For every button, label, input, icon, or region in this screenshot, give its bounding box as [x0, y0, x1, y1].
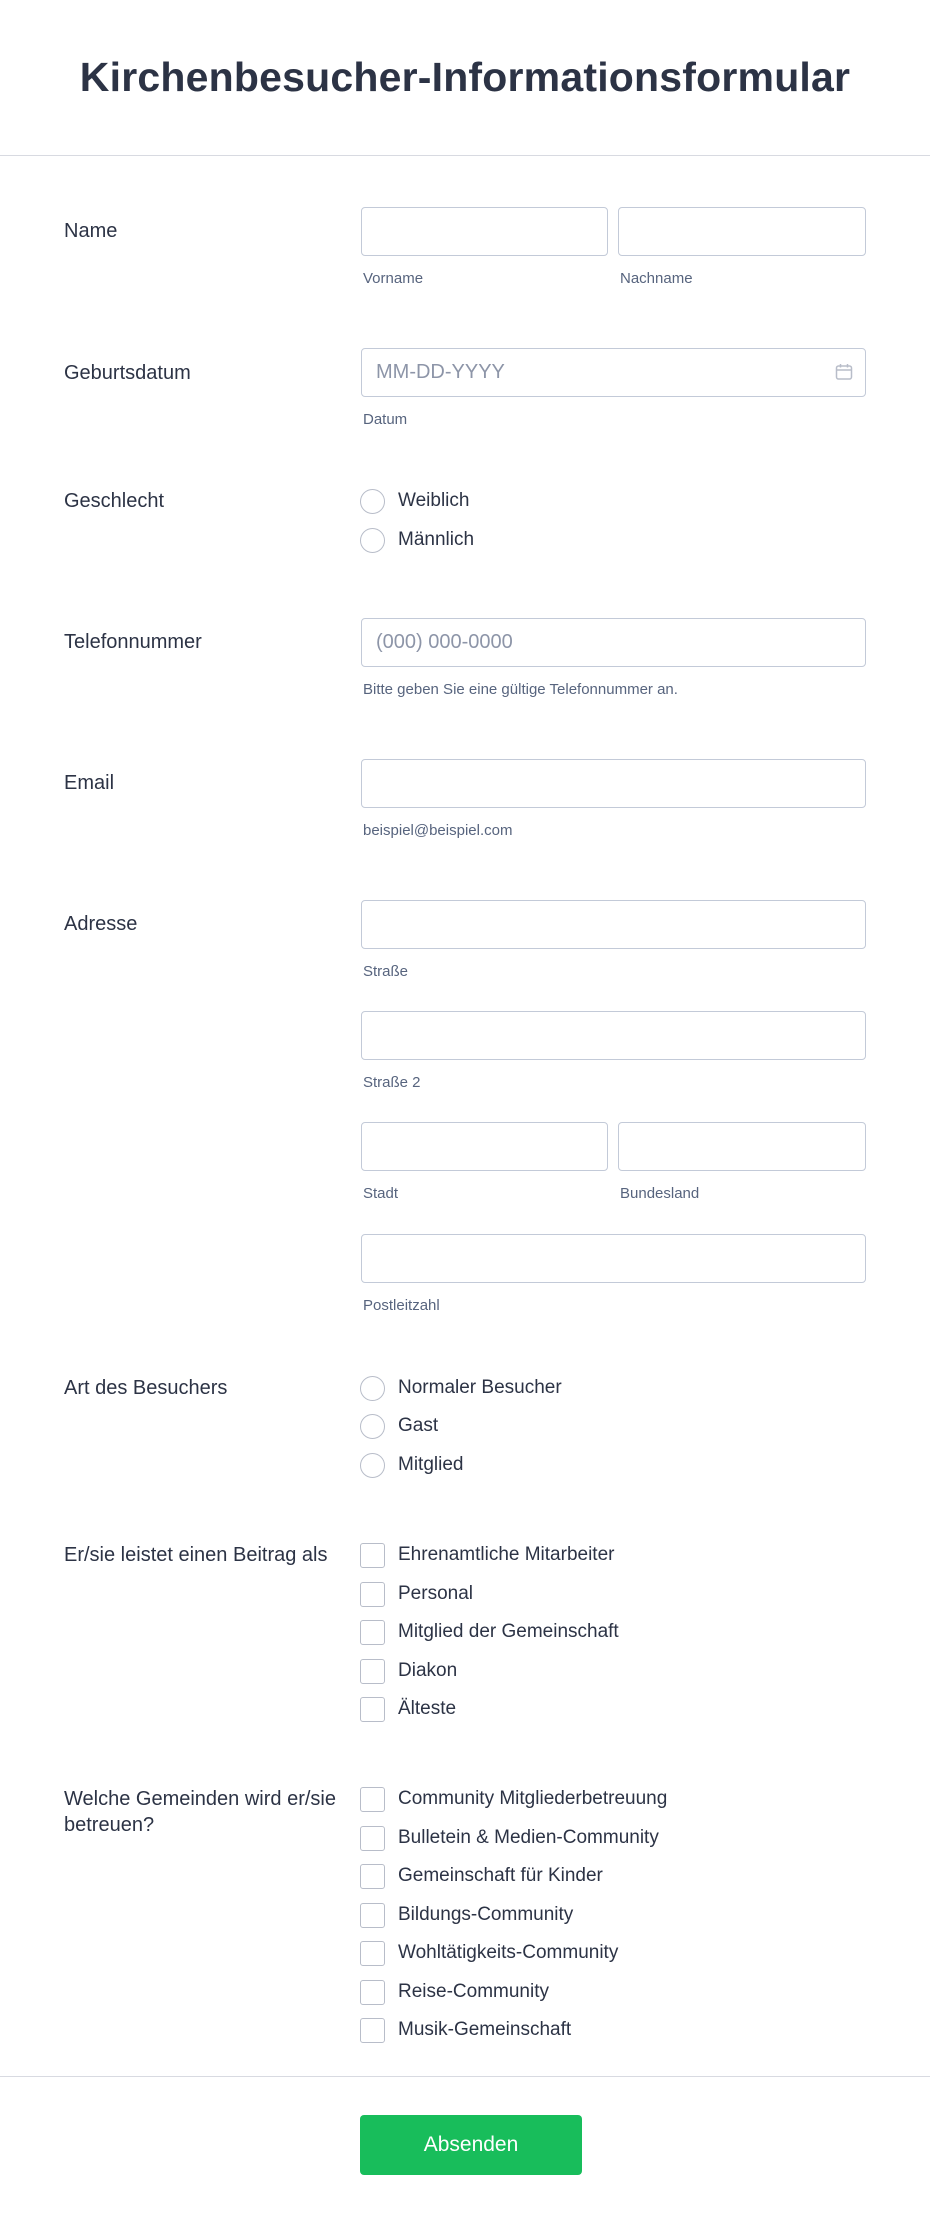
checkbox[interactable]	[360, 1697, 385, 1722]
radio-button[interactable]	[360, 1453, 385, 1478]
last-name-sublabel: Nachname	[620, 270, 693, 287]
contribution-option[interactable]: Mitglied der Gemeinschaft	[360, 1619, 619, 1645]
street2-input[interactable]	[361, 1011, 866, 1060]
checkbox[interactable]	[360, 1826, 385, 1851]
radio-button[interactable]	[360, 528, 385, 553]
street-input[interactable]	[361, 900, 866, 949]
visitor-option-guest[interactable]: Gast	[360, 1413, 438, 1439]
checkbox[interactable]	[360, 1543, 385, 1568]
gender-option-female[interactable]: Weiblich	[360, 488, 469, 514]
address-label: Adresse	[64, 913, 138, 935]
community-option[interactable]: Bulletein & Medien-Community	[360, 1825, 659, 1851]
zip-sublabel: Postleitzahl	[363, 1297, 440, 1314]
street2-sublabel: Straße 2	[363, 1074, 421, 1091]
visitor-type-label: Art des Besuchers	[64, 1377, 228, 1399]
phone-placeholder: (000) 000-0000	[376, 631, 513, 653]
gender-option-male[interactable]: Männlich	[360, 527, 474, 553]
first-name-sublabel: Vorname	[363, 270, 424, 287]
contribution-option[interactable]: Personal	[360, 1581, 473, 1607]
birthdate-placeholder: MM-DD-YYYY	[376, 361, 505, 383]
street-sublabel: Straße	[363, 963, 409, 980]
visitor-option-regular[interactable]: Normaler Besucher	[360, 1375, 562, 1401]
communities-label: Welche Gemeinden wird er/sie betreuen?	[64, 1788, 336, 1836]
checkbox[interactable]	[360, 2018, 385, 2043]
first-name-input[interactable]	[361, 207, 608, 256]
checkbox[interactable]	[360, 1659, 385, 1684]
contribution-option[interactable]: Älteste	[360, 1696, 456, 1722]
city-sublabel: Stadt	[363, 1185, 399, 1202]
state-input[interactable]	[618, 1122, 866, 1171]
zip-input[interactable]	[361, 1234, 866, 1283]
radio-button[interactable]	[360, 1376, 385, 1401]
radio-button[interactable]	[360, 489, 385, 514]
email-label: Email	[64, 772, 115, 794]
phone-sublabel: Bitte geben Sie eine gültige Telefonnummer an.	[363, 681, 678, 698]
name-label: Name	[64, 220, 118, 242]
phone-label: Telefonnummer	[64, 631, 202, 653]
checkbox[interactable]	[360, 1980, 385, 2005]
birthdate-label: Geburtsdatum	[64, 362, 191, 384]
visitor-option-member[interactable]: Mitglied	[360, 1452, 463, 1478]
contribution-option[interactable]: Ehrenamtliche Mitarbeiter	[360, 1542, 614, 1568]
community-option[interactable]: Wohltätigkeits-Community	[360, 1940, 618, 1966]
submit-button[interactable]: Absenden	[360, 2115, 582, 2175]
birthdate-input[interactable]	[361, 348, 866, 397]
gender-label: Geschlecht	[64, 490, 165, 512]
radio-button[interactable]	[360, 1414, 385, 1439]
email-input[interactable]	[361, 759, 866, 808]
email-sublabel: beispiel@beispiel.com	[363, 822, 513, 839]
community-option[interactable]: Community Mitgliederbetreuung	[360, 1786, 667, 1812]
city-input[interactable]	[361, 1122, 608, 1171]
checkbox[interactable]	[360, 1787, 385, 1812]
checkbox[interactable]	[360, 1903, 385, 1928]
contribution-label: Er/sie leistet einen Beitrag als	[64, 1544, 328, 1566]
form-footer	[0, 2076, 930, 2222]
birthdate-sublabel: Datum	[363, 411, 408, 428]
form-header	[0, 0, 930, 156]
community-option[interactable]: Bildungs-Community	[360, 1902, 573, 1928]
last-name-input[interactable]	[618, 207, 866, 256]
contribution-option[interactable]: Diakon	[360, 1658, 457, 1684]
community-option[interactable]: Gemeinschaft für Kinder	[360, 1863, 603, 1889]
calendar-icon[interactable]	[835, 363, 853, 381]
community-option[interactable]: Reise-Community	[360, 1979, 549, 2005]
checkbox[interactable]	[360, 1941, 385, 1966]
community-option[interactable]: Musik-Gemeinschaft	[360, 2017, 571, 2043]
checkbox[interactable]	[360, 1620, 385, 1645]
phone-input[interactable]	[361, 618, 866, 667]
checkbox[interactable]	[360, 1582, 385, 1607]
checkbox[interactable]	[360, 1864, 385, 1889]
form-title: Kirchenbesucher-Informationsformular	[79, 54, 851, 100]
state-sublabel: Bundesland	[620, 1185, 700, 1202]
